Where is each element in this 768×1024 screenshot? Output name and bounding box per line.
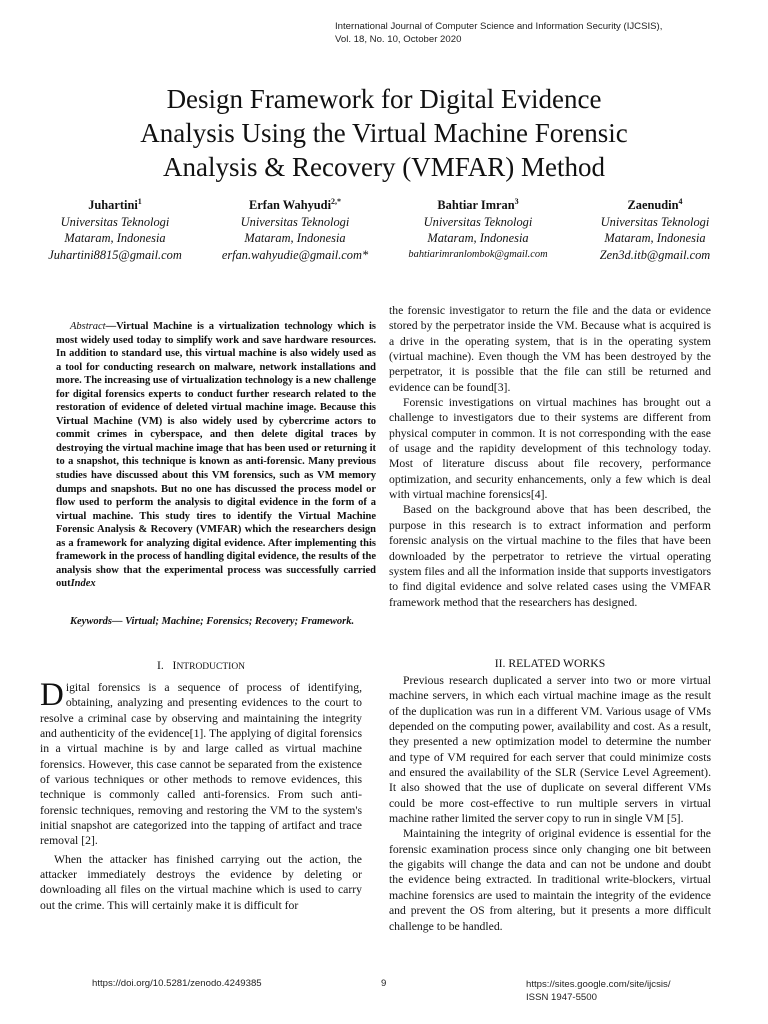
abstract-tail: Index <box>70 578 96 590</box>
right-column-top <box>389 303 711 610</box>
abstract-label: Abstract <box>70 321 106 332</box>
right-paragraph-2: Forensic investigations on virtual machines has brought out a challenge to investigators due to their systems are different from physical computer in common. It is not corresponding with the ease of usage and the rapidity development of this technology today. Most of literature discuss about file recovery, performance optimization, and security enhancements, only a few which is deal with virtual machine forensics[4]. <box>389 396 711 502</box>
journal-name: International Journal of Computer Science and Information Security (IJCSIS), <box>335 21 663 32</box>
author-email[interactable]: bahtiarimranlombok@gmail.com <box>408 248 548 260</box>
title-line: Analysis & Recovery (VMFAR) Method <box>163 152 605 182</box>
section-numeral: I. <box>156 659 164 672</box>
intro-paragraph-1 <box>40 677 362 849</box>
author-location: Mataram, Indonesia <box>427 231 529 245</box>
paper-title <box>40 82 728 184</box>
abstract-text: —Virtual Machine is a virtualization technology which is most widely used today to simplify work and save hardware resources. In addition to standard use, this virtual machine is also widely used as a tool for conducting research on malware, network installations and more. The increasing use of virtualization technology is a new challenge for digital forensics experts to conduct further research related to the restoration of evidence of deleted virtual machine image. Because this Virtual Machine (VM) is also widely used by cybercrime actors to commit crimes in cyberspace, and then delete digital traces by destroying the virtual machine image that has been used or returning it to a snapshot, this technique is known as anti-forensic. Many previous studies have discussed about this VM forensics, such as VM memory dumps and snapshots. But no one has discussed the process model or flow used to perform the analysis to digital evidence in the form of a virtual machine. This study tires to identify the Virtual Machine Forensic Analysis & Recovery (VMFAR) which the researchers design as a framework for analyzing digital evidence. After implementing this framework in the process of handling digital evidence, the results of the analysis show that the experimental process was successfully carried out <box>56 321 376 590</box>
section-heading-introduction <box>40 658 362 675</box>
author-name: Erfan Wahyudi$^{2,*}$ <box>248 196 342 212</box>
author-affiliation: Universitas Teknologi <box>600 214 710 229</box>
author-email[interactable]: Juhartini8815@gmail.com <box>48 247 182 262</box>
author-location: Mataram, Indonesia <box>64 231 166 245</box>
intro-paragraph-2: When the attacker has finished carrying out the action, the attacker immediately destroys the evidence by deleting or downloading all files on the virtual machine which is used to carry out the crime. This will certainly make it is difficult for <box>40 852 362 912</box>
title-line: Analysis Using the Virtual Machine Forensic <box>140 118 628 148</box>
paragraph-text: igital forensics is a sequence of process of identifying, obtaining, analyzing and presenting evidences to the court to resolve a criminal case by observing and maintaining the integrity and authenticity of the evidence[1]. The applying of digital forensics in a virtual machine is by and large called as virtual machine forensics. However, this case cannot be separated from the existence of various techniques or other methods to remove evidences, this technique is commonly called anti-forensics. From such anti-forensic techniques, removing and restoring the VM to the system's initial snapshot are categorized into the tapping of artifact and trace removal [2]. <box>40 681 362 848</box>
right-paragraph-1: the forensic investigator to return the file and the data or evidence stored by the perpetrator inside the VM. Because what is acquired is a drive in the operating system, that is in the operating system (virtual machine). Even though the VM has been destroyed by the perpetrator, it is possible that the file can still be returned and evidence can be found[3]. <box>389 304 711 394</box>
author-block <box>388 197 568 263</box>
section-heading-related-works: II. RELATED WORKS <box>494 657 606 670</box>
author-email[interactable]: Zen3d.itb@gmail.com <box>599 247 711 262</box>
author-name: Bahtiar Imran$^3$ <box>437 196 519 212</box>
related-paragraph-1: Previous research duplicated a server into two or more virtual machine servers, in which each virtual machine image as the result of the duplication was run in a different VM. Various usage of VMs depended on the computing power, availability and cost. As a result, they presented a new optimization model to determine the number and type of VM required for each server that could minimize costs and ensured the availability of the SLR (Service Level Agreement). It also showed that the use of duplicate on several different VMs could be more cost-effective to run multiple servers in virtual machine rather limited the server copy to run in single VM [5]. <box>389 674 711 826</box>
author-location: Mataram, Indonesia <box>604 231 706 245</box>
footer-site-link[interactable]: https://sites.google.com/site/ijcsis/ <box>526 979 671 990</box>
author-affiliation: Universitas Teknologi <box>240 214 350 229</box>
author-block <box>575 197 735 263</box>
keywords <box>56 615 376 629</box>
right-column-related-works <box>389 673 711 934</box>
author-affiliation: Universitas Teknologi <box>423 214 533 229</box>
footer-site <box>526 978 746 1004</box>
keywords-text: Keywords— Virtual; Machine; Forensics; Recovery; Framework. <box>70 616 355 627</box>
section-title-initial: I <box>172 659 177 672</box>
author-affiliation: Universitas Teknologi <box>60 214 170 229</box>
right-paragraph-3: Based on the background above that has been described, the purpose in this research is to extract information and perform forensic analysis on the virtual machine to the files that have been downloaded by the perpetrator to retrieve the virtual operating system files and all the information inside that supports investigators to find digital evidence and solve related cases using the VMFAR framework method that the researchers has designed. <box>389 503 711 609</box>
drop-cap: D <box>40 677 64 713</box>
left-column-body <box>40 677 362 913</box>
footer-issn: ISSN 1947-5500 <box>526 992 597 1003</box>
abstract <box>56 320 376 591</box>
related-paragraph-2: Maintaining the integrity of original evidence is essential for the forensic examination process since only changing one bit between the gigabits will change the data and can not be undone and doubt the evidence being extracted. In traditional write-blockers, virtual machine forensics are used to maintain the integrity of the evidence and prevent the OS from altering, but it presents a more difficult challenge to be handled. <box>389 827 711 933</box>
author-name: Juhartini$^1$ <box>88 196 142 212</box>
author-name: Zaenudin$^4$ <box>627 196 683 212</box>
author-block <box>30 197 200 263</box>
page-number: 9 <box>381 978 387 989</box>
author-location: Mataram, Indonesia <box>244 231 346 245</box>
footer-doi-link[interactable]: https://doi.org/10.5281/zenodo.4249385 <box>92 978 262 989</box>
title-line: Design Framework for Digital Evidence <box>166 84 602 114</box>
journal-volume: Vol. 18, No. 10, October 2020 <box>335 34 462 45</box>
author-email[interactable]: erfan.wahyudie@gmail.com* <box>221 247 369 262</box>
author-block <box>205 197 385 263</box>
section-title-rest: NTRODUCTION <box>176 662 246 672</box>
journal-header <box>335 20 755 46</box>
